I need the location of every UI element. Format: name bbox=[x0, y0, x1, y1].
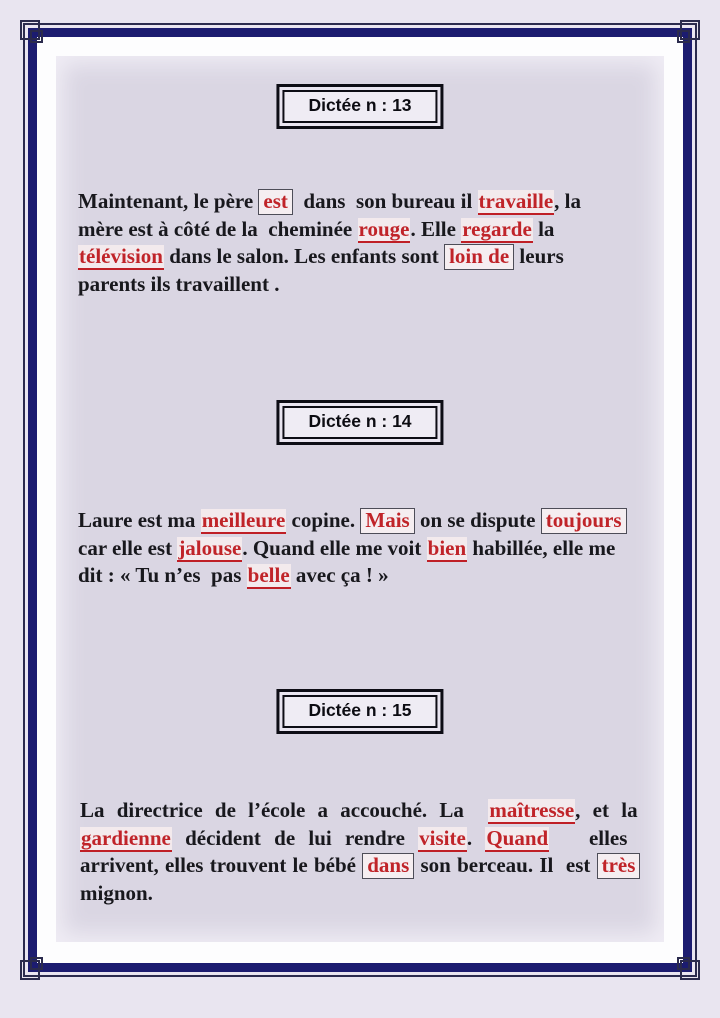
highlighted-word-boxed: dans bbox=[362, 853, 414, 879]
text-run: copine. bbox=[286, 508, 361, 532]
highlighted-word-underlined: maîtresse bbox=[489, 798, 575, 822]
text-run: Maintenant, le père bbox=[78, 189, 259, 213]
text-run: son berceau. Il est bbox=[414, 853, 597, 877]
dictee-15-text bbox=[80, 797, 640, 907]
text-line bbox=[78, 535, 627, 563]
dictee-13-title: Dictée n : 13 bbox=[282, 90, 437, 123]
highlighted-word-underlined: visite bbox=[419, 825, 466, 850]
corner-square-icon bbox=[677, 30, 690, 43]
text-line bbox=[78, 271, 581, 299]
text-run: . bbox=[466, 825, 486, 850]
text-run: dans son bureau il bbox=[292, 189, 478, 213]
corner-square-icon bbox=[677, 957, 690, 970]
text-run: . Elle bbox=[410, 216, 462, 241]
text-line bbox=[78, 507, 627, 535]
dictee-14-title: Dictée n : 14 bbox=[282, 406, 437, 439]
dictee-14-title-box bbox=[276, 400, 443, 445]
highlighted-word-boxed: loin de bbox=[444, 244, 514, 270]
text-run: , et la bbox=[575, 798, 638, 822]
text-run: Laure est ma bbox=[78, 508, 201, 532]
dictee-14-text bbox=[78, 507, 627, 590]
highlighted-word-underlined: rouge bbox=[358, 216, 410, 241]
highlighted-word-underlined: bien bbox=[427, 535, 467, 560]
text-run: elles bbox=[549, 825, 628, 850]
frame-corner-ornament-bottom-left bbox=[20, 950, 50, 980]
text-run: . Quand elle me voit bbox=[242, 535, 427, 560]
text-line bbox=[80, 797, 640, 825]
text-run: décident de lui rendre bbox=[171, 825, 419, 850]
highlighted-word-underlined: Quand bbox=[486, 825, 549, 850]
text-run: arrivent, elles trouvent le bébé bbox=[80, 853, 363, 877]
text-line bbox=[78, 562, 627, 590]
highlighted-word-underlined: gardienne bbox=[81, 825, 171, 850]
text-run: on se dispute bbox=[414, 508, 541, 532]
highlighted-word-underlined: regarde bbox=[462, 216, 532, 241]
text-run: dit : « Tu n’es pas bbox=[78, 563, 247, 587]
corner-square-icon bbox=[30, 957, 43, 970]
highlighted-word-underlined: jalouse bbox=[178, 535, 242, 560]
text-run: , la bbox=[554, 189, 582, 213]
text-run: avec ça ! » bbox=[290, 563, 389, 587]
dictee-13-title-box bbox=[276, 84, 443, 129]
text-line bbox=[80, 852, 640, 880]
highlighted-word-underlined: belle bbox=[247, 563, 290, 587]
highlighted-word-boxed: très bbox=[597, 853, 641, 879]
text-run: mignon. bbox=[80, 880, 153, 905]
highlighted-word-boxed: Mais bbox=[360, 508, 414, 534]
highlighted-word-underlined: travaille bbox=[478, 189, 554, 213]
text-line bbox=[78, 216, 581, 244]
dictee-13-text bbox=[78, 188, 581, 298]
highlighted-word-underlined: meilleure bbox=[201, 508, 286, 532]
frame-corner-ornament-bottom-right bbox=[670, 950, 700, 980]
highlighted-word-boxed: est bbox=[258, 189, 293, 215]
text-line bbox=[78, 188, 581, 216]
frame-corner-ornament-top-left bbox=[20, 20, 50, 50]
corner-square-icon bbox=[30, 30, 43, 43]
text-run: leurs bbox=[514, 244, 564, 268]
text-line bbox=[80, 880, 640, 908]
dictee-15-title-box bbox=[276, 689, 443, 734]
text-line bbox=[80, 825, 640, 853]
text-run: la bbox=[532, 216, 555, 241]
text-run: habillée, elle me bbox=[467, 535, 616, 560]
highlighted-word-underlined: télévision bbox=[79, 244, 163, 268]
text-line bbox=[78, 243, 581, 271]
highlighted-word-boxed: toujours bbox=[541, 508, 627, 534]
text-run: parents ils travaillent . bbox=[78, 271, 280, 296]
text-run: La directrice de l’école a accouché. La bbox=[80, 798, 489, 822]
frame-corner-ornament-top-right bbox=[670, 20, 700, 50]
text-run: mère est à côté de la cheminée bbox=[78, 216, 358, 241]
text-run: car elle est bbox=[78, 535, 178, 560]
text-run: dans le salon. Les enfants sont bbox=[164, 244, 445, 268]
dictee-15-title: Dictée n : 15 bbox=[282, 695, 437, 728]
